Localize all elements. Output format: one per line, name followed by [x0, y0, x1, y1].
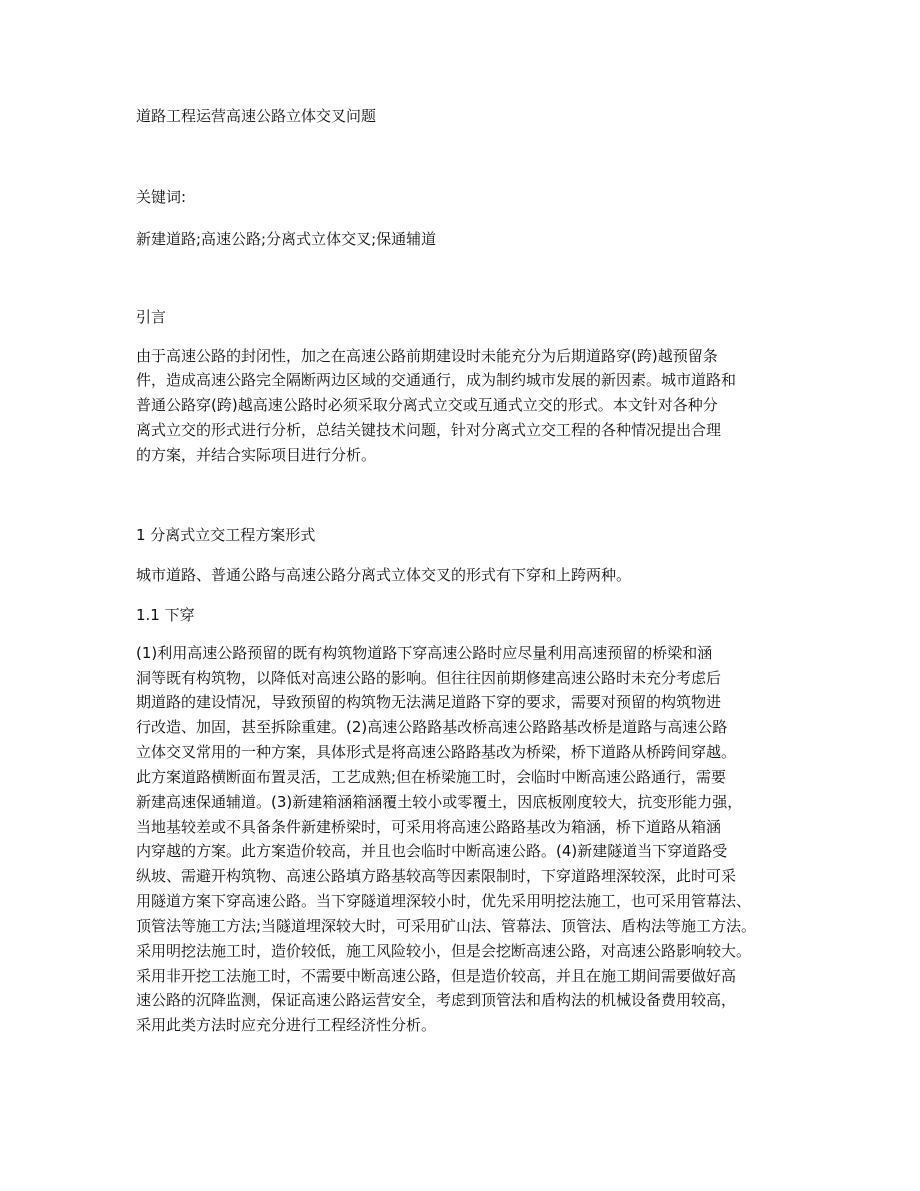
section-1-1-line: 此方案道路横断面布置灵活，工艺成熟;但在桥梁施工时，会临时中断高速公路通行，需要 [136, 768, 727, 786]
section-1-1-line: 纵坡、需避开构筑物、高速公路填方路基较高等因素限制时，下穿道路埋深较深，此时可采 [136, 867, 737, 885]
section-1-1-line: 新建高速保通辅道。(3)新建箱涵箱涵覆土较小或零覆土，因底板刚度较大，抗变形能力强， [136, 793, 743, 811]
section-1-1-line: 行改造、加固，甚至拆除重建。(2)高速公路路基改桥高速公路路基改桥是道路与高速公路 [136, 718, 728, 736]
section-1-1-line: 顶管法等施工方法;当隧道埋深较大时，可采用矿山法、管幕法、顶管法、盾构法等施工方法。 [136, 917, 757, 935]
section-1-1-heading: 1.1 下穿 [136, 606, 195, 624]
keywords-text: 新建道路;高速公路;分离式立体交叉;保通辅道 [136, 230, 437, 248]
section-1-1-line: 采用此类方法时应充分进行工程经济性分析。 [136, 1016, 437, 1034]
section-1-1-line: 洞等既有构筑物，以降低对高速公路的影响。但往往因前期修建高速公路时未充分考虑后 [136, 669, 722, 687]
section-1-heading: 1 分离式立交工程方案形式 [136, 526, 316, 544]
intro-heading: 引言 [136, 308, 167, 326]
intro-line: 由于高速公路的封闭性，加之在高速公路前期建设时未能充分为后期道路穿(跨)越预留条 [136, 347, 718, 365]
section-1-1-line: 当地基较差或不具备条件新建桥梁时，可采用将高速公路路基改为箱涵，桥下道路从箱涵 [136, 818, 722, 836]
intro-line: 普通公路穿(跨)越高速公路时必须采取分离式立交或互通式立交的形式。本文针对各种分 [136, 396, 718, 414]
keywords-label: 关键词: [136, 188, 187, 206]
section-1-1-line: 采用非开挖工法施工时，不需要中断高速公路，但是造价较高，并且在施工期间需要做好高 [136, 967, 737, 985]
document-title: 道路工程运营高速公路立体交叉问题 [136, 107, 377, 125]
section-1-text: 城市道路、普通公路与高速公路分离式立体交叉的形式有下穿和上跨两种。 [136, 566, 632, 584]
section-1-1-line: 速公路的沉降监测，保证高速公路运营安全，考虑到顶管法和盾构法的机械设备费用较高， [136, 991, 737, 1009]
section-1-1-line: 采用明挖法施工时，造价较低，施工风险较小，但是会挖断高速公路，对高速公路影响较大。 [136, 942, 752, 960]
section-1-1-line: 立体交叉常用的一种方案，具体形式是将高速公路路基改为桥梁，桥下道路从桥跨间穿越。 [136, 743, 737, 761]
intro-line: 的方案，并结合实际项目进行分析。 [136, 446, 377, 464]
section-1-1-line: (1)利用高速公路预留的既有构筑物道路下穿高速公路时应尽量利用高速预留的桥梁和涵 [136, 644, 713, 662]
section-1-1-line: 期道路的建设情况，导致预留的构筑物无法满足道路下穿的要求，需要对预留的构筑物进 [136, 693, 722, 711]
intro-line: 离式立交的形式进行分析，总结关键技术问题，针对分离式立交工程的各种情况提出合理 [136, 421, 722, 439]
section-1-1-line: 内穿越的方案。此方案造价较高，并且也会临时中断高速公路。(4)新建隧道当下穿道路受 [136, 842, 728, 860]
intro-line: 件，造成高速公路完全隔断两边区域的交通通行，成为制约城市发展的新因素。城市道路和 [136, 371, 737, 389]
section-1-1-line: 用隧道方案下穿高速公路。当下穿隧道埋深较小时，优先采用明挖法施工，也可采用管幕法、 [136, 892, 752, 910]
